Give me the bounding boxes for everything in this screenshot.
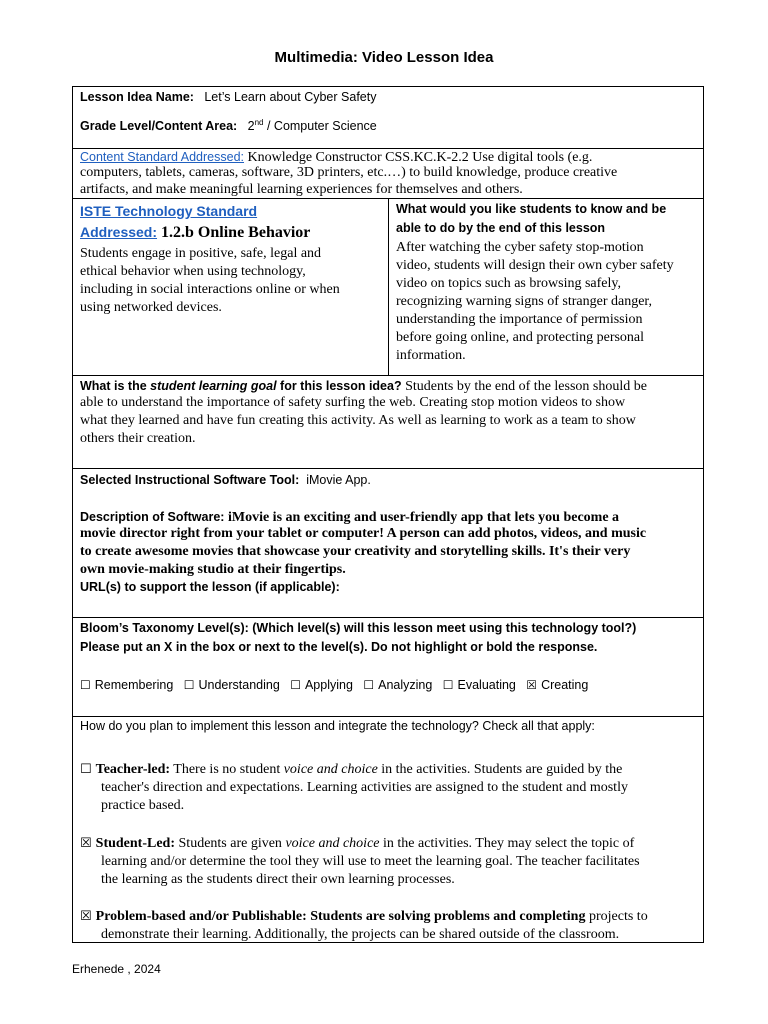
goal-answer-2: able to understand the importance of safety surfing the web. Creating stop motion videos to show bbox=[80, 395, 626, 410]
iste-label-line-2 bbox=[80, 224, 310, 242]
know-question-1: What would you like students to know and be bbox=[396, 202, 667, 216]
lesson-name-value: Let’s Learn about Cyber Safety bbox=[204, 90, 377, 104]
teacher-led-label: Teacher-led: bbox=[95, 762, 171, 777]
tool-label: Selected Instructional Software Tool: bbox=[80, 473, 300, 487]
teacher-led-text-1: There is no student bbox=[170, 762, 284, 777]
checkbox-checked-icon[interactable]: ☒ bbox=[526, 678, 538, 692]
student-led-label: Student-Led: bbox=[95, 836, 176, 851]
bloom-level-label: Applying bbox=[304, 678, 353, 692]
content-standard-text-2: computers, tablets, cameras, software, 3D printers, etc.…) to build knowledge, produce creative bbox=[80, 165, 618, 180]
goal-question-pre: What is the bbox=[80, 379, 151, 393]
bloom-row bbox=[73, 618, 703, 717]
problem-based-text-2: demonstrate their learning. Additionally, the projects can be shared outside of the classroom. bbox=[101, 927, 620, 942]
bloom-question-2: Please put an X in the box or next to the level(s). Do not highlight or bold the response. bbox=[80, 640, 598, 654]
checkbox-empty-icon[interactable]: ☐ bbox=[363, 678, 375, 692]
learning-goal-row bbox=[73, 376, 703, 469]
student-led-line-1 bbox=[80, 836, 634, 852]
iste-desc-4: using networked devices. bbox=[80, 300, 222, 315]
content-standard-row bbox=[73, 149, 703, 199]
know-answer-2: video, students will design their own cyber safety bbox=[396, 258, 674, 273]
software-desc-3: to create awesome movies that showcase your creativity and storytelling skills. It's their very bbox=[80, 544, 631, 559]
checkbox-empty-icon[interactable]: ☐ bbox=[183, 678, 195, 692]
url-label: URL(s) to support the lesson (if applicable): bbox=[80, 580, 340, 594]
goal-question bbox=[80, 379, 402, 393]
software-desc-2: movie director right from your tablet or computer! A person can add photos, videos, and music bbox=[80, 526, 647, 541]
know-cell bbox=[389, 199, 703, 375]
goal-line-1 bbox=[80, 377, 647, 395]
student-led-emphasis: voice and choice bbox=[285, 836, 380, 851]
know-question-2: able to do by the end of this lesson bbox=[396, 221, 606, 235]
student-led-text-4: the learning as the students direct their own learning processes. bbox=[101, 872, 455, 887]
teacher-led-emphasis: voice and choice bbox=[283, 762, 378, 777]
teacher-led-text-4: practice based. bbox=[101, 798, 185, 813]
software-desc-label: Description of Software: bbox=[80, 510, 225, 524]
lesson-name-line bbox=[80, 90, 376, 104]
tool-line bbox=[80, 473, 371, 487]
checkbox-empty-icon[interactable]: ☐ bbox=[442, 678, 454, 692]
student-led-text-1: Students are given bbox=[175, 836, 286, 851]
goal-answer-3: what they learned and have fun creating this activity. As well as learning to work as a team to show bbox=[80, 413, 636, 428]
bloom-levels bbox=[80, 678, 588, 692]
checkbox-empty-icon[interactable]: ☐ bbox=[290, 678, 301, 692]
grade-subject: / Computer Science bbox=[263, 119, 377, 134]
implementation-row bbox=[73, 717, 703, 943]
iste-standard: 1.2.b Online Behavior bbox=[157, 224, 311, 241]
content-standard-label: Content Standard Addressed: bbox=[80, 150, 245, 164]
teacher-led-text-3: teacher's direction and expectations. Learning activities are assigned to the student and mostly bbox=[101, 780, 628, 795]
student-led-text-2: in the activities. They may select the topic of bbox=[379, 836, 635, 851]
bloom-level-applying[interactable] bbox=[290, 678, 353, 692]
iste-cell bbox=[73, 199, 389, 375]
grade-line bbox=[80, 118, 377, 133]
goal-answer-4: others their creation. bbox=[80, 431, 196, 446]
checkbox-empty-icon[interactable]: ☐ bbox=[80, 762, 92, 777]
standards-row bbox=[73, 199, 703, 376]
iste-label-2: Addressed: bbox=[80, 224, 158, 240]
lesson-table bbox=[72, 86, 704, 943]
know-answer-5: understanding the importance of permission bbox=[396, 312, 643, 327]
lesson-name-label: Lesson Idea Name: bbox=[80, 90, 194, 104]
bloom-level-creating[interactable] bbox=[526, 678, 588, 692]
grade-label: Grade Level/Content Area: bbox=[80, 119, 238, 134]
know-answer-3: video on topics such as browsing safely, bbox=[396, 276, 621, 291]
know-answer-1: After watching the cyber safety stop-motion bbox=[396, 240, 644, 255]
goal-question-emphasis: student learning goal bbox=[150, 379, 277, 393]
document-title: Multimedia: Video Lesson Idea bbox=[274, 49, 494, 66]
goal-answer-1: Students by the end of the lesson should be bbox=[401, 379, 647, 394]
problem-based-text-1: projects to bbox=[585, 909, 648, 924]
checkbox-checked-icon[interactable]: ☒ bbox=[80, 909, 92, 924]
grade-number: 2 bbox=[247, 119, 255, 134]
problem-based-line-1 bbox=[80, 909, 648, 925]
footer-author: Erhenede , 2024 bbox=[72, 962, 161, 976]
teacher-led-line-1 bbox=[80, 762, 622, 778]
bloom-level-label: Analyzing bbox=[378, 678, 433, 692]
software-row bbox=[73, 469, 703, 618]
bloom-level-label: Creating bbox=[541, 678, 589, 692]
bloom-level-label: Understanding bbox=[198, 678, 280, 692]
know-answer-7: information. bbox=[396, 348, 466, 363]
know-answer-4: recognizing warning signs of stranger danger, bbox=[396, 294, 653, 309]
know-answer-6: before going online, and protecting personal bbox=[396, 330, 645, 345]
content-standard-text-3: artifacts, and make meaningful learning experiences for themselves and others. bbox=[80, 182, 523, 197]
bloom-question-1: Bloom’s Taxonomy Level(s): (Which level(s) will this lesson meet using this technology tool?) bbox=[80, 621, 637, 635]
grade-suffix: nd bbox=[254, 118, 264, 127]
software-desc-line-1 bbox=[80, 508, 619, 526]
content-standard-text-1: Knowledge Constructor CSS.KC.K-2.2 Use digital tools (e.g. bbox=[244, 150, 593, 165]
goal-question-post: for this lesson idea? bbox=[276, 379, 402, 393]
bloom-level-remembering[interactable] bbox=[80, 678, 173, 692]
software-desc-4: own movie-making studio at their fingertips. bbox=[80, 562, 346, 577]
bloom-level-label: Remembering bbox=[94, 678, 174, 692]
teacher-led-text-2: in the activities. Students are guided by the bbox=[377, 762, 623, 777]
bloom-level-understanding[interactable] bbox=[184, 678, 280, 692]
iste-desc-1: Students engage in positive, safe, legal and bbox=[80, 246, 322, 261]
software-desc-1: iMovie is an exciting and user-friendly app that lets you become a bbox=[224, 510, 620, 525]
tool-value: iMovie App. bbox=[306, 473, 371, 487]
iste-desc-3: including in social interactions online or when bbox=[80, 282, 340, 297]
bloom-level-label: Evaluating bbox=[457, 678, 516, 692]
content-standard-line-1 bbox=[80, 148, 592, 166]
implement-question: How do you plan to implement this lesson and integrate the technology? Check all that apply: bbox=[80, 719, 595, 733]
problem-based-label: Problem-based and/or Publishable: Students are solving problems and completing bbox=[95, 909, 586, 924]
iste-desc-2: ethical behavior when using technology, bbox=[80, 264, 306, 279]
bloom-level-analyzing[interactable] bbox=[363, 678, 432, 692]
checkbox-empty-icon[interactable]: ☐ bbox=[80, 678, 91, 692]
lesson-info-row bbox=[73, 87, 703, 149]
iste-label-1: ISTE Technology Standard bbox=[80, 203, 258, 219]
bloom-level-evaluating[interactable] bbox=[443, 678, 516, 692]
student-led-text-3: learning and/or determine the tool they will use to meet the learning goal. The teacher facilitates bbox=[101, 854, 640, 869]
checkbox-checked-icon[interactable]: ☒ bbox=[80, 836, 92, 851]
